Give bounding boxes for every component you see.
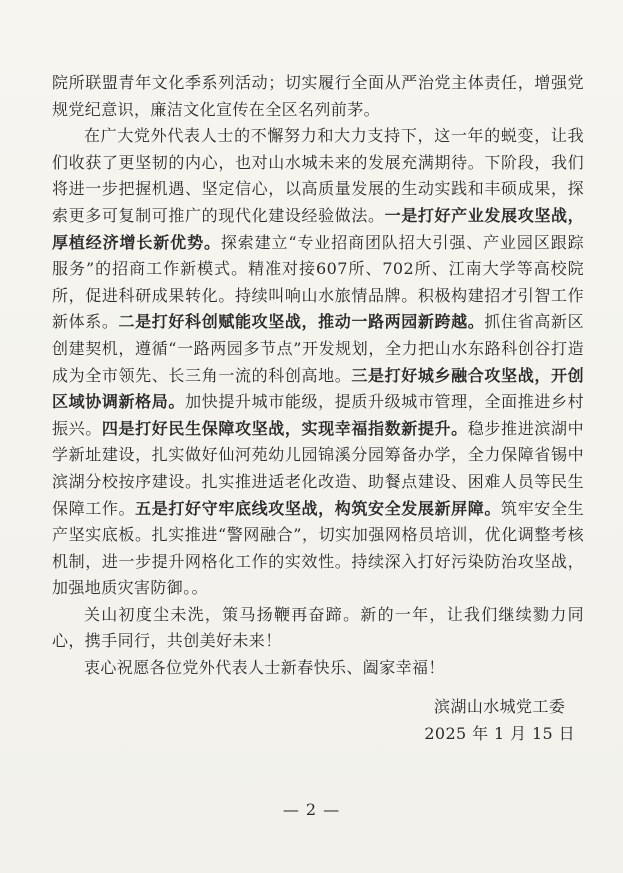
letter-body xyxy=(52,70,584,682)
text-segment: 关山初度尘未洗，策马扬鞭再奋蹄。新的一年，让我们继续勠力同心，携手同行，共创美好未来！ xyxy=(52,604,584,651)
text-segment: 探索建立“专业招商团队招大引强、产业园区跟踪服务”的招商工作新模式。精准对接607所、702所、江南大学等高校院所，促进科研成果转化。持续叫响山水旅情品牌。积极构建招才引智工作新体系。 xyxy=(52,232,584,332)
text-segment: 加快提升城市能级，提质升级城市管理，全面推进乡村振兴。 xyxy=(52,392,584,438)
bold-heading-segment: 五是打好守牢底线攻坚战，构筑安全发展新屏障。 xyxy=(135,498,502,518)
paragraph xyxy=(52,123,584,602)
paragraph xyxy=(52,602,584,655)
page-number: — 2 — xyxy=(282,800,341,819)
text-segment: 筑牢安全生产坚实底板。扎实推进“警网融合”，切实加强网格员培训，优化调整考核机制，进一步提升网格化工作的实效性。持续深入打好污染防治攻坚战，加强地质灾害防御。。 xyxy=(52,498,584,598)
bold-heading-segment: 二是打好科创赋能攻坚战，推动一路两园新跨越。 xyxy=(118,312,485,332)
text-segment: 在广大党外代表人士的不懈努力和大力支持下，这一年的蜕变，让我们收获了更坚韧的内心，也对山水城未来的发展充满期待。下阶段，我们将进一步把握机遇、坚定信心，以高质量发展的生动实践和丰硕成果，探索更多可复制可推广的现代化建设经验做法。 xyxy=(52,126,584,225)
signature-organization: 滨湖山水城党工委 xyxy=(434,697,566,716)
bold-heading-segment: 三是打好城乡融合攻坚战，开创区域协调新格局。 xyxy=(52,365,584,412)
text-segment: 院所联盟青年文化季系列活动；切实履行全面从严治党主体责任，增强党规党纪意识，廉洁文化宣传在全区名列前茅。 xyxy=(52,73,584,119)
signature-date: 2025 年 1 月 15 日 xyxy=(424,723,575,743)
text-segment: 稳步推进滨湖中学新址建设，扎实做好仙河苑幼儿园锦溪分园筹备办学，全力保障省锡中滨湖分校按序建设。扎实推进适老化改造、助餐点建设、困难人员等民生保障工作。 xyxy=(52,418,584,518)
bold-heading-segment: 一是打好产业发展攻坚战，厚植经济增长新优势。 xyxy=(52,205,584,252)
text-segment: 抓住省高新区创建契机，遵循“一路两园多节点”开发规划，全力把山水东路科创谷打造成为全市领先、长三角一流的科创高地。 xyxy=(52,312,584,385)
paragraph xyxy=(52,70,584,123)
paragraph xyxy=(52,655,584,682)
text-segment: 衷心祝愿各位党外代表人士新春快乐、阖家幸福！ xyxy=(84,658,445,678)
bold-heading-segment: 四是打好民生保障攻坚战，实现幸福指数新提升。 xyxy=(101,418,468,438)
signature-block xyxy=(424,694,575,747)
